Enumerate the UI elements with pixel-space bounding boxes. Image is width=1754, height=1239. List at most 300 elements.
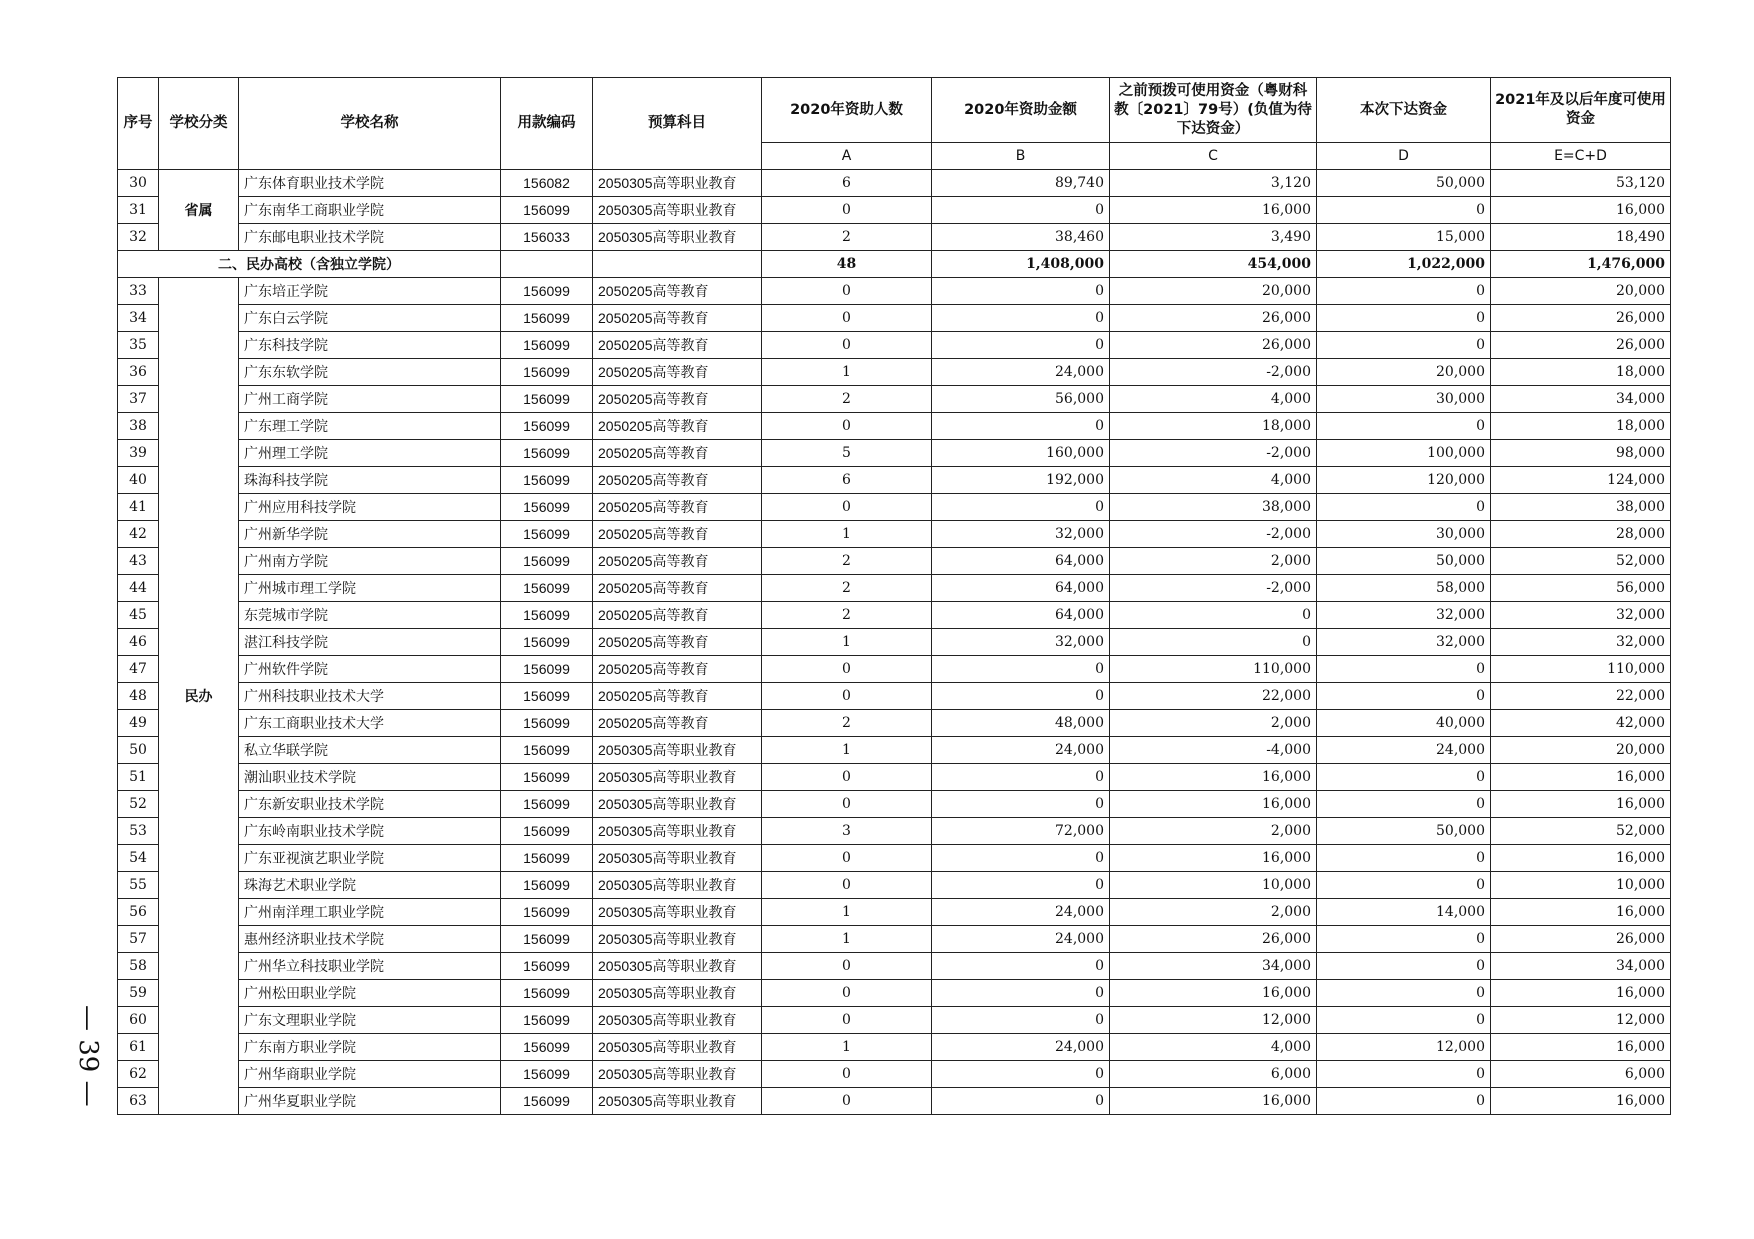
row-c: 110,000	[1110, 656, 1317, 683]
row-code: 156099	[501, 926, 593, 953]
row-b: 24,000	[932, 737, 1110, 764]
row-c: -2,000	[1110, 521, 1317, 548]
row-d: 58,000	[1317, 575, 1491, 602]
row-subject: 2050205高等教育	[593, 683, 762, 710]
row-school-name: 广州工商学院	[239, 386, 501, 413]
row-b: 0	[932, 305, 1110, 332]
row-school-name: 广东工商职业技术大学	[239, 710, 501, 737]
row-seq: 30	[118, 170, 159, 197]
row-e: 124,000	[1491, 467, 1671, 494]
row-seq: 41	[118, 494, 159, 521]
row-subject: 2050205高等教育	[593, 548, 762, 575]
row-category: 民办	[159, 278, 239, 1115]
row-subject: 2050205高等教育	[593, 521, 762, 548]
table-row	[118, 1088, 1671, 1115]
table-row	[118, 1061, 1671, 1088]
row-a: 0	[762, 1088, 932, 1115]
row-d: 0	[1317, 494, 1491, 521]
table-row	[118, 683, 1671, 710]
row-c: 26,000	[1110, 332, 1317, 359]
table-row	[118, 629, 1671, 656]
row-a: 0	[762, 1061, 932, 1088]
row-b: 64,000	[932, 602, 1110, 629]
header-category: 学校分类	[159, 78, 239, 170]
subtotal-label: 二、民办高校（含独立学院）	[118, 251, 501, 278]
table-row	[118, 926, 1671, 953]
row-code: 156033	[501, 224, 593, 251]
row-seq: 46	[118, 629, 159, 656]
row-d: 20,000	[1317, 359, 1491, 386]
row-e: 26,000	[1491, 332, 1671, 359]
row-e: 32,000	[1491, 602, 1671, 629]
row-e: 16,000	[1491, 1088, 1671, 1115]
row-b: 0	[932, 791, 1110, 818]
row-code: 156099	[501, 629, 593, 656]
row-c: 4,000	[1110, 467, 1317, 494]
row-d: 0	[1317, 1007, 1491, 1034]
row-subject: 2050205高等教育	[593, 359, 762, 386]
row-c: 12,000	[1110, 1007, 1317, 1034]
row-code: 156099	[501, 440, 593, 467]
row-a: 0	[762, 197, 932, 224]
row-c: 22,000	[1110, 683, 1317, 710]
row-a: 0	[762, 872, 932, 899]
row-e: 26,000	[1491, 926, 1671, 953]
row-a: 2	[762, 386, 932, 413]
row-e: 20,000	[1491, 278, 1671, 305]
row-code: 156099	[501, 656, 593, 683]
row-school-name: 广东白云学院	[239, 305, 501, 332]
row-e: 98,000	[1491, 440, 1671, 467]
row-seq: 55	[118, 872, 159, 899]
subtotal-a: 48	[762, 251, 932, 278]
row-d: 50,000	[1317, 170, 1491, 197]
row-code: 156099	[501, 197, 593, 224]
table-row	[118, 656, 1671, 683]
row-b: 0	[932, 413, 1110, 440]
row-seq: 56	[118, 899, 159, 926]
row-b: 0	[932, 332, 1110, 359]
row-seq: 51	[118, 764, 159, 791]
row-d: 0	[1317, 332, 1491, 359]
table-row	[118, 521, 1671, 548]
row-subject: 2050305高等职业教育	[593, 1061, 762, 1088]
row-school-name: 广州软件学院	[239, 656, 501, 683]
table-row	[118, 1007, 1671, 1034]
row-seq: 57	[118, 926, 159, 953]
table-row	[118, 737, 1671, 764]
row-d: 40,000	[1317, 710, 1491, 737]
row-subject: 2050305高等职业教育	[593, 980, 762, 1007]
row-c: -2,000	[1110, 575, 1317, 602]
table-row	[118, 548, 1671, 575]
row-e: 16,000	[1491, 1034, 1671, 1061]
row-d: 32,000	[1317, 602, 1491, 629]
row-seq: 49	[118, 710, 159, 737]
row-school-name: 广州理工学院	[239, 440, 501, 467]
row-subject: 2050205高等教育	[593, 386, 762, 413]
row-c: 0	[1110, 629, 1317, 656]
table-row	[118, 170, 1671, 197]
row-subject: 2050305高等职业教育	[593, 764, 762, 791]
row-school-name: 广东体育职业技术学院	[239, 170, 501, 197]
row-b: 0	[932, 683, 1110, 710]
row-subject: 2050305高等职业教育	[593, 899, 762, 926]
row-b: 0	[932, 278, 1110, 305]
row-code: 156099	[501, 278, 593, 305]
row-school-name: 广东科技学院	[239, 332, 501, 359]
header-seq: 序号	[118, 78, 159, 170]
row-a: 0	[762, 683, 932, 710]
header-d: 本次下达资金	[1317, 78, 1491, 143]
row-e: 53,120	[1491, 170, 1671, 197]
header-c: 之前预拨可使用资金（粤财科教〔2021〕79号）(负值为待下达资金）	[1110, 78, 1317, 143]
header-a: 2020年资助人数	[762, 78, 932, 143]
row-b: 0	[932, 1088, 1110, 1115]
row-e: 16,000	[1491, 197, 1671, 224]
header-e: 2021年及以后年度可使用资金	[1491, 78, 1671, 143]
row-c: 16,000	[1110, 197, 1317, 224]
table-row	[118, 332, 1671, 359]
row-b: 56,000	[932, 386, 1110, 413]
row-code: 156099	[501, 737, 593, 764]
row-b: 24,000	[932, 359, 1110, 386]
row-e: 22,000	[1491, 683, 1671, 710]
row-seq: 34	[118, 305, 159, 332]
row-seq: 40	[118, 467, 159, 494]
header-school: 学校名称	[239, 78, 501, 170]
row-a: 2	[762, 575, 932, 602]
subtotal-b: 1,408,000	[932, 251, 1110, 278]
row-c: 16,000	[1110, 980, 1317, 1007]
row-c: 18,000	[1110, 413, 1317, 440]
row-a: 0	[762, 791, 932, 818]
row-school-name: 广州南方学院	[239, 548, 501, 575]
row-seq: 62	[118, 1061, 159, 1088]
subtotal-subject-empty	[593, 251, 762, 278]
row-e: 56,000	[1491, 575, 1671, 602]
row-b: 0	[932, 1061, 1110, 1088]
row-d: 0	[1317, 791, 1491, 818]
row-seq: 42	[118, 521, 159, 548]
row-a: 1	[762, 359, 932, 386]
row-d: 50,000	[1317, 548, 1491, 575]
row-c: 16,000	[1110, 791, 1317, 818]
row-a: 0	[762, 980, 932, 1007]
row-c: 0	[1110, 602, 1317, 629]
table-row	[118, 440, 1671, 467]
row-subject: 2050305高等职业教育	[593, 1007, 762, 1034]
table-row	[118, 467, 1671, 494]
row-a: 2	[762, 224, 932, 251]
row-school-name: 广东新安职业技术学院	[239, 791, 501, 818]
row-a: 2	[762, 602, 932, 629]
row-a: 1	[762, 629, 932, 656]
row-c: 16,000	[1110, 845, 1317, 872]
row-b: 0	[932, 764, 1110, 791]
row-b: 0	[932, 656, 1110, 683]
row-seq: 36	[118, 359, 159, 386]
header-subject: 预算科目	[593, 78, 762, 170]
row-c: 3,490	[1110, 224, 1317, 251]
row-c: 20,000	[1110, 278, 1317, 305]
row-b: 0	[932, 953, 1110, 980]
subtotal-row	[118, 251, 1671, 278]
row-school-name: 潮汕职业技术学院	[239, 764, 501, 791]
row-a: 0	[762, 278, 932, 305]
subtotal-code-empty	[501, 251, 593, 278]
row-a: 2	[762, 548, 932, 575]
row-subject: 2050205高等教育	[593, 278, 762, 305]
table-row	[118, 872, 1671, 899]
row-c: 26,000	[1110, 305, 1317, 332]
row-a: 2	[762, 710, 932, 737]
row-a: 0	[762, 332, 932, 359]
row-c: 6,000	[1110, 1061, 1317, 1088]
funding-table	[117, 77, 1671, 1115]
row-b: 0	[932, 494, 1110, 521]
row-code: 156082	[501, 170, 593, 197]
row-a: 6	[762, 170, 932, 197]
row-e: 12,000	[1491, 1007, 1671, 1034]
row-school-name: 珠海科技学院	[239, 467, 501, 494]
table-row	[118, 359, 1671, 386]
row-category: 省属	[159, 170, 239, 251]
row-d: 0	[1317, 980, 1491, 1007]
row-b: 0	[932, 872, 1110, 899]
row-d: 0	[1317, 926, 1491, 953]
row-b: 64,000	[932, 548, 1110, 575]
row-c: -2,000	[1110, 440, 1317, 467]
row-subject: 2050205高等教育	[593, 629, 762, 656]
row-d: 15,000	[1317, 224, 1491, 251]
row-d: 0	[1317, 845, 1491, 872]
row-a: 1	[762, 1034, 932, 1061]
row-code: 156099	[501, 602, 593, 629]
row-d: 12,000	[1317, 1034, 1491, 1061]
row-d: 0	[1317, 1088, 1491, 1115]
table-row	[118, 818, 1671, 845]
row-school-name: 湛江科技学院	[239, 629, 501, 656]
row-b: 89,740	[932, 170, 1110, 197]
row-subject: 2050205高等教育	[593, 305, 762, 332]
row-subject: 2050205高等教育	[593, 494, 762, 521]
row-school-name: 广东文理职业学院	[239, 1007, 501, 1034]
row-seq: 59	[118, 980, 159, 1007]
row-code: 156099	[501, 332, 593, 359]
row-code: 156099	[501, 467, 593, 494]
row-d: 0	[1317, 278, 1491, 305]
table-header	[118, 78, 1671, 170]
row-seq: 35	[118, 332, 159, 359]
row-d: 32,000	[1317, 629, 1491, 656]
row-seq: 63	[118, 1088, 159, 1115]
table-row	[118, 845, 1671, 872]
row-c: 38,000	[1110, 494, 1317, 521]
row-e: 34,000	[1491, 386, 1671, 413]
row-a: 0	[762, 953, 932, 980]
row-subject: 2050305高等职业教育	[593, 845, 762, 872]
row-code: 156099	[501, 845, 593, 872]
row-e: 16,000	[1491, 980, 1671, 1007]
row-c: 2,000	[1110, 710, 1317, 737]
row-c: 2,000	[1110, 548, 1317, 575]
row-subject: 2050305高等职业教育	[593, 926, 762, 953]
header-b-letter: B	[932, 143, 1110, 170]
row-c: 26,000	[1110, 926, 1317, 953]
row-c: 4,000	[1110, 386, 1317, 413]
row-code: 156099	[501, 359, 593, 386]
row-seq: 47	[118, 656, 159, 683]
row-d: 0	[1317, 305, 1491, 332]
row-subject: 2050305高等职业教育	[593, 197, 762, 224]
row-b: 32,000	[932, 629, 1110, 656]
row-seq: 31	[118, 197, 159, 224]
row-d: 50,000	[1317, 818, 1491, 845]
row-c: 2,000	[1110, 899, 1317, 926]
row-school-name: 广东邮电职业技术学院	[239, 224, 501, 251]
row-code: 156099	[501, 791, 593, 818]
table-row	[118, 602, 1671, 629]
table-body	[118, 170, 1671, 1115]
row-subject: 2050305高等职业教育	[593, 791, 762, 818]
row-d: 0	[1317, 683, 1491, 710]
row-subject: 2050305高等职业教育	[593, 1088, 762, 1115]
row-b: 192,000	[932, 467, 1110, 494]
row-seq: 48	[118, 683, 159, 710]
row-e: 6,000	[1491, 1061, 1671, 1088]
row-e: 42,000	[1491, 710, 1671, 737]
row-c: 10,000	[1110, 872, 1317, 899]
row-seq: 45	[118, 602, 159, 629]
row-e: 16,000	[1491, 791, 1671, 818]
row-code: 156099	[501, 899, 593, 926]
row-subject: 2050305高等职业教育	[593, 818, 762, 845]
row-seq: 44	[118, 575, 159, 602]
row-seq: 32	[118, 224, 159, 251]
row-subject: 2050205高等教育	[593, 602, 762, 629]
table-row	[118, 1034, 1671, 1061]
row-seq: 39	[118, 440, 159, 467]
row-seq: 33	[118, 278, 159, 305]
row-e: 34,000	[1491, 953, 1671, 980]
row-b: 38,460	[932, 224, 1110, 251]
row-seq: 54	[118, 845, 159, 872]
row-e: 16,000	[1491, 899, 1671, 926]
row-seq: 60	[118, 1007, 159, 1034]
table-row	[118, 278, 1671, 305]
row-code: 156099	[501, 1034, 593, 1061]
row-code: 156099	[501, 818, 593, 845]
row-code: 156099	[501, 980, 593, 1007]
row-seq: 37	[118, 386, 159, 413]
table-row	[118, 197, 1671, 224]
row-school-name: 广州南洋理工职业学院	[239, 899, 501, 926]
row-a: 6	[762, 467, 932, 494]
row-a: 1	[762, 737, 932, 764]
row-subject: 2050205高等教育	[593, 575, 762, 602]
row-e: 10,000	[1491, 872, 1671, 899]
table-row	[118, 494, 1671, 521]
row-a: 3	[762, 818, 932, 845]
row-school-name: 广州科技职业技术大学	[239, 683, 501, 710]
row-school-name: 广州松田职业学院	[239, 980, 501, 1007]
subtotal-e: 1,476,000	[1491, 251, 1671, 278]
row-school-name: 惠州经济职业技术学院	[239, 926, 501, 953]
row-b: 0	[932, 1007, 1110, 1034]
row-school-name: 广东岭南职业技术学院	[239, 818, 501, 845]
row-subject: 2050205高等教育	[593, 413, 762, 440]
row-code: 156099	[501, 413, 593, 440]
row-seq: 38	[118, 413, 159, 440]
row-b: 24,000	[932, 899, 1110, 926]
table-row	[118, 575, 1671, 602]
row-e: 28,000	[1491, 521, 1671, 548]
row-e: 52,000	[1491, 548, 1671, 575]
row-d: 30,000	[1317, 521, 1491, 548]
row-c: -4,000	[1110, 737, 1317, 764]
row-d: 30,000	[1317, 386, 1491, 413]
row-school-name: 广东南华工商职业学院	[239, 197, 501, 224]
row-c: 16,000	[1110, 764, 1317, 791]
table-row	[118, 305, 1671, 332]
row-school-name: 私立华联学院	[239, 737, 501, 764]
row-subject: 2050305高等职业教育	[593, 953, 762, 980]
row-d: 100,000	[1317, 440, 1491, 467]
row-b: 24,000	[932, 1034, 1110, 1061]
row-seq: 43	[118, 548, 159, 575]
row-a: 0	[762, 764, 932, 791]
table-row	[118, 386, 1671, 413]
row-code: 156099	[501, 548, 593, 575]
row-e: 20,000	[1491, 737, 1671, 764]
row-d: 0	[1317, 656, 1491, 683]
row-school-name: 广东亚视演艺职业学院	[239, 845, 501, 872]
row-a: 0	[762, 845, 932, 872]
row-e: 18,490	[1491, 224, 1671, 251]
row-d: 0	[1317, 872, 1491, 899]
row-a: 0	[762, 1007, 932, 1034]
row-c: 2,000	[1110, 818, 1317, 845]
row-seq: 52	[118, 791, 159, 818]
table-row	[118, 224, 1671, 251]
row-e: 110,000	[1491, 656, 1671, 683]
header-a-letter: A	[762, 143, 932, 170]
row-e: 16,000	[1491, 764, 1671, 791]
row-seq: 58	[118, 953, 159, 980]
row-e: 32,000	[1491, 629, 1671, 656]
row-a: 1	[762, 521, 932, 548]
header-e-letter: E=C+D	[1491, 143, 1671, 170]
row-b: 32,000	[932, 521, 1110, 548]
row-d: 0	[1317, 413, 1491, 440]
row-a: 5	[762, 440, 932, 467]
row-e: 16,000	[1491, 845, 1671, 872]
row-a: 1	[762, 926, 932, 953]
row-code: 156099	[501, 872, 593, 899]
row-b: 0	[932, 980, 1110, 1007]
row-a: 0	[762, 413, 932, 440]
subtotal-d: 1,022,000	[1317, 251, 1491, 278]
row-b: 160,000	[932, 440, 1110, 467]
row-subject: 2050205高等教育	[593, 656, 762, 683]
row-e: 38,000	[1491, 494, 1671, 521]
row-subject: 2050205高等教育	[593, 467, 762, 494]
row-school-name: 广东南方职业学院	[239, 1034, 501, 1061]
row-d: 0	[1317, 1061, 1491, 1088]
row-subject: 2050205高等教育	[593, 332, 762, 359]
row-b: 64,000	[932, 575, 1110, 602]
